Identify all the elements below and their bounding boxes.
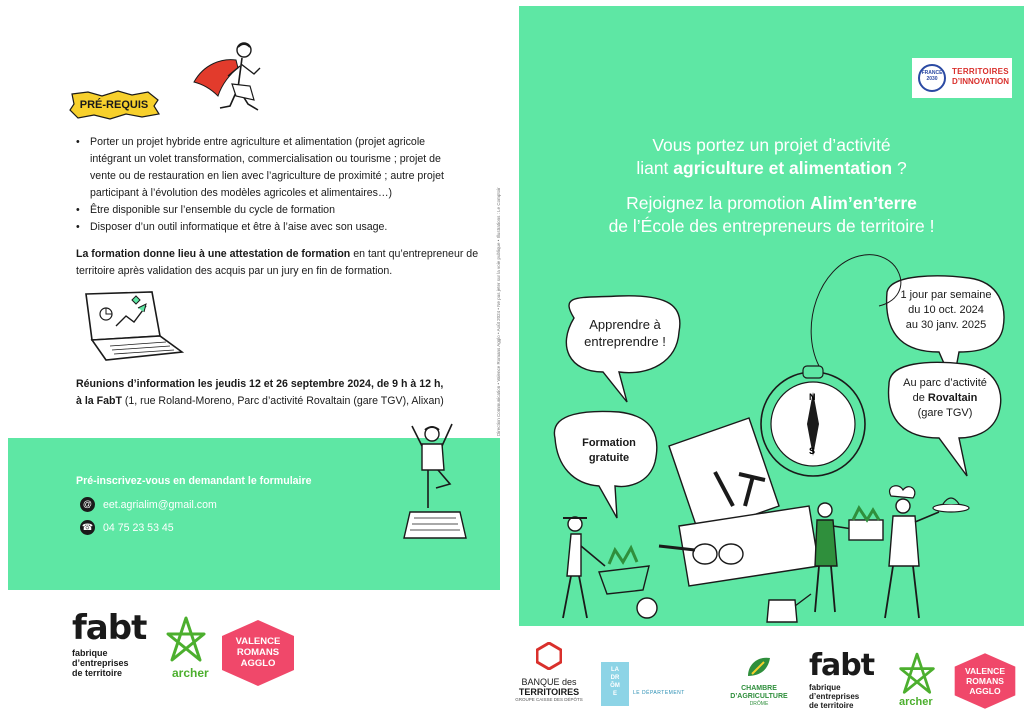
archer-wordmark: archer <box>172 666 209 680</box>
chambre-leaf-icon <box>744 654 774 680</box>
phone-icon: ☎ <box>80 520 95 535</box>
credits-text: Direction Communication • Valence Romans Agglo • Août 2024 • Ne pas jeter sur la voie publique • Illustrations : Le Comptoir <box>496 187 501 436</box>
france-2030-text: FRANCE 2030 <box>921 70 943 82</box>
agglo-line-3: AGGLO <box>240 658 276 669</box>
meeting-rest: (1, rue Roland-Moreno, Parc d’activité Rovaltain (gare TGV), Alixan) <box>121 395 444 407</box>
farmer-figure <box>563 517 605 618</box>
bdt-hexagon-icon <box>536 642 562 670</box>
attestation-bold: La formation donne lieu à une attestation de formation <box>76 248 351 260</box>
fabt2-sub-1: fabrique <box>809 683 841 692</box>
fabt-sub-1: fabrique <box>72 648 108 658</box>
bubble-apprendre-text <box>569 316 681 350</box>
bubble-parc-line-2 <box>891 391 999 406</box>
left-panel <box>0 0 500 726</box>
victory-man-illustration <box>400 418 470 548</box>
chambre-line-3: DRÔME <box>749 701 769 707</box>
bubble-parc-line-1: Au parc d’activité <box>903 377 987 389</box>
wheelbarrow <box>599 548 657 618</box>
email-text[interactable]: eet.agrialim@gmail.com <box>103 498 217 511</box>
compass-ring <box>803 366 823 378</box>
fabt-sub-3: de territoire <box>72 668 123 678</box>
signup-title: Pré-inscrivez-vous en demandant le formulaire <box>76 475 312 487</box>
chef-figure <box>885 486 969 618</box>
fabt-logo-2 <box>809 648 874 710</box>
fabt2-sub-2: d’entreprises <box>809 692 860 701</box>
phone-row[interactable] <box>80 520 174 535</box>
prereq-item: • Être disponible sur l’ensemble du cycle de formation <box>76 202 466 219</box>
vertical-credits <box>496 156 506 436</box>
agglo-line-1: VALENCE <box>235 636 281 647</box>
bubble-jour-line-3: au 30 janv. 2025 <box>905 319 987 331</box>
partner-logos-right <box>515 626 1024 726</box>
running-hero-illustration <box>192 38 272 130</box>
drome-line-1: LA <box>611 667 619 673</box>
bdt-sub: GROUPE CAISSE DES DÉPÔTS <box>515 697 583 702</box>
bubble-apprendre-line-1: Apprendre à <box>589 317 661 332</box>
bubble-apprendre-line-2: entreprendre ! <box>584 334 666 349</box>
meeting-bold-1: Réunions d’information les jeudis 12 et 26 septembre 2024, de 9 h à 12 h, <box>76 378 444 390</box>
bdt-line-2-bold: TERRITOIRES <box>518 687 580 697</box>
prereq-item: • Disposer d’un outil informatique et être à l’aise avec son usage. <box>76 219 466 236</box>
fabt-sub-2: d’entreprises <box>72 658 129 668</box>
agglo-logo <box>220 620 296 686</box>
chambre-agriculture-logo <box>729 654 789 707</box>
bubble-parc-text <box>891 376 999 421</box>
bubble-parc-bold: Rovaltain <box>927 392 978 404</box>
headline-l2-post: ? <box>892 158 907 178</box>
headline-line-4: de l’École des entrepreneurs de territoire ! <box>608 216 935 236</box>
attestation-text <box>76 246 481 280</box>
at-icon: @ <box>80 497 95 512</box>
fabt-wordmark: fabt <box>72 608 147 648</box>
chambre-line-1: CHAMBRE <box>741 685 777 692</box>
bubble-jour-text <box>891 288 1001 333</box>
email-row[interactable] <box>80 497 217 512</box>
archer-star-icon-2 <box>897 652 937 698</box>
meeting-info <box>76 376 486 410</box>
compass-n: N <box>809 392 816 402</box>
bdt-line-1: BANQUE des <box>521 677 577 687</box>
bubble-parc-de: de <box>912 392 928 404</box>
bubble-formation-line-2: gratuite <box>588 452 630 464</box>
drome-line-2: DR <box>610 675 620 681</box>
departement-label: LE DÉPARTEMENT <box>633 690 685 696</box>
fabt2-wordmark: fabt <box>809 648 875 683</box>
headline-line-1: Vous portez un projet d’activité <box>652 135 891 155</box>
laptop-illustration <box>76 290 186 364</box>
binoculars <box>659 544 743 564</box>
fabt2-sub-3: de territoire <box>809 701 854 710</box>
bubble-jour-line-2: du 10 oct. 2024 <box>908 304 984 316</box>
prereq-item: • Porter un projet hybride entre agriculture et alimentation (projet agricole intégrant un volet transformation, commercialisation ou tourisme ; projet de vente ou de restauration en lien avec l’agriculture de proximité ; autre projet participant à l’évolution des modèles agricoles et alimentaires…) <box>76 134 466 202</box>
prereq-list <box>76 134 466 236</box>
chambre-line-2: D’AGRICULTURE <box>730 693 788 700</box>
headline-l3-bold: Alim’en’terre <box>809 193 917 213</box>
bubble-formation-line-1: Formation <box>582 437 636 449</box>
bubble-jour-line-1: 1 jour par semaine <box>900 289 992 301</box>
headline-l2-pre: liant <box>636 158 674 178</box>
bdt-line-2 <box>509 687 589 697</box>
agglo-logo-2 <box>953 652 1017 710</box>
archer2-wordmark: archer <box>899 696 933 708</box>
agglo2-line-2: ROMANS <box>966 676 1004 686</box>
woman-figure <box>815 503 883 612</box>
drome-line-3: ÔM <box>610 683 620 689</box>
phone-text[interactable]: 04 75 23 53 45 <box>103 521 174 534</box>
compass-s: S <box>809 446 816 456</box>
partner-logos-row <box>515 626 1024 726</box>
headline-l3-pre: Rejoignez la promotion <box>626 193 810 213</box>
agglo-line-2: ROMANS <box>236 647 280 658</box>
ti-line-1: TERRITOIRES <box>952 67 1009 76</box>
attestation-rest: en tant qu’entrepreneur de territoire après validation des acquis par un jury en fin de formation. <box>76 248 479 277</box>
meeting-bold-2: à la FabT <box>76 395 122 407</box>
ti-line-2: D’INNOVATION <box>952 77 1010 86</box>
banque-territoires-logo <box>509 642 589 702</box>
drome-line-4: E <box>612 691 617 697</box>
partner-logos-left <box>72 608 502 698</box>
prereq-badge-label: PRÉ-REQUIS <box>79 99 149 111</box>
bubble-formation-text <box>563 436 655 466</box>
prereq-badge <box>68 90 160 120</box>
bubble-parc-line-3: (gare TGV) <box>917 407 973 419</box>
archer-star-icon <box>164 616 208 666</box>
agglo2-line-3: AGGLO <box>969 686 1001 696</box>
right-panel <box>519 6 1024 626</box>
watering-can <box>767 594 811 622</box>
agglo2-line-1: VALENCE <box>965 666 1005 676</box>
headline-l2-bold: agriculture et alimentation <box>673 158 893 178</box>
la-drome-logo <box>601 662 629 706</box>
fabt-logo <box>72 608 146 678</box>
